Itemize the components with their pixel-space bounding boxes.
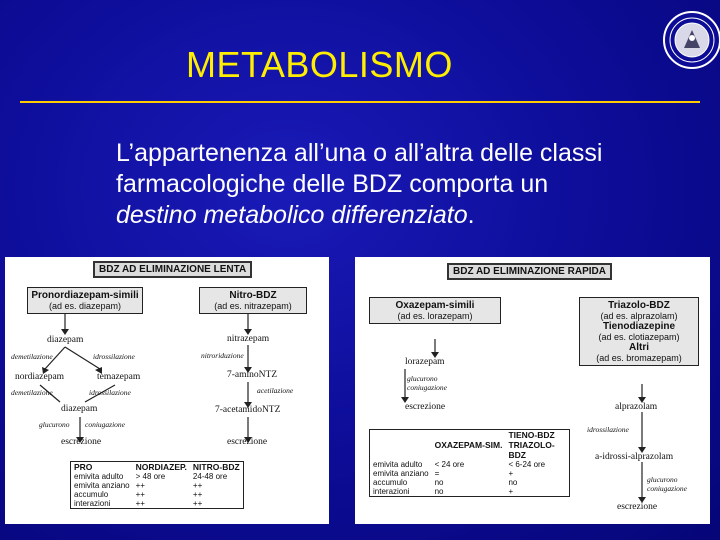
body-line-2: farmacologiche delle BDZ comporta un (116, 170, 549, 198)
title-underline (20, 101, 700, 103)
table-cell: interazioni (373, 487, 410, 496)
demetilazione-label: demetilazione (11, 352, 53, 361)
lorazepam-label: lorazepam (405, 357, 445, 367)
triazolo-line6: (ad es. bromazepam) (596, 353, 682, 363)
diazepam2-label: diazepam (61, 404, 98, 414)
idrossi-alprazolam-label: a-idrossi-alprazolam (595, 452, 674, 462)
coniugazione-label: coniugazione (85, 420, 125, 429)
nordiazepam-label: nordiazepam (15, 372, 65, 382)
escrezione2-label: escrezione (617, 502, 658, 512)
pronordiazepam-box (27, 287, 143, 314)
table-header: OXAZEPAM-SIM. (434, 440, 503, 450)
table-cell: < 6-24 ore (508, 460, 546, 469)
table-header-row (370, 430, 569, 460)
nitro-bdz-box (199, 287, 307, 314)
triazolo-line4: (ad es. clotiazepam) (598, 332, 680, 342)
table-cell: interazioni (74, 499, 111, 508)
table-row (71, 490, 243, 499)
table-row (370, 478, 569, 487)
table-cell: 24-48 ore (192, 472, 228, 481)
table-row (71, 472, 243, 481)
table-cell: no (434, 487, 444, 496)
amino-ntz-label: 7-aminoNTZ (227, 370, 278, 380)
escrezione2-label: escrezione (227, 437, 268, 447)
table-cell: emivita anziano (373, 469, 429, 478)
body-period: . (467, 201, 475, 229)
pronordiazepam-title: Pronordiazepam-simili (31, 290, 139, 301)
escrezione-label: escrezione (405, 402, 446, 412)
rapid-elimination-figure (355, 257, 710, 524)
table-cell: no (508, 478, 518, 487)
pronordiazepam-sub: (ad es. diazepam) (48, 301, 122, 311)
slow-elimination-table (70, 461, 244, 509)
alprazolam-label: alprazolam (615, 402, 658, 412)
table-cell: ++ (135, 499, 145, 508)
slide-title: METABOLISMO (186, 44, 453, 85)
acetamido-ntz-label: 7-acetamidoNTZ (215, 405, 281, 415)
triazolo-line1: Triazolo-BDZ (608, 300, 670, 311)
idrossilazione2-label: idrossilazione (89, 388, 131, 397)
body-line-3 (116, 200, 696, 231)
body-text (116, 138, 696, 231)
table-header-row (71, 462, 243, 472)
table-row (71, 499, 243, 508)
nitrazepam-label: nitrazepam (227, 334, 270, 344)
table-cell: accumulo (74, 490, 109, 499)
escrezione-label: escrezione (61, 437, 102, 447)
table-cell: emivita adulto (74, 472, 124, 481)
glucurono-label: glucurono (39, 420, 70, 429)
idrossilazione-label: idrossilazione (587, 425, 629, 434)
acetilazione-label: acetilazione (257, 386, 294, 395)
body-italic-text: destino metabolico differenziato (116, 201, 468, 229)
table-row (71, 481, 243, 490)
demetilazione2-label: demetilazione (11, 388, 53, 397)
table-cell: ++ (192, 499, 203, 508)
table-header: NITRO-BDZ (192, 462, 240, 472)
right-figure-header: BDZ AD ELIMINAZIONE RAPIDA (447, 263, 612, 280)
table-cell: = (434, 469, 440, 478)
temazepam-label: temazepam (97, 372, 141, 382)
table-header: NORDIAZEP. (135, 462, 187, 472)
oxazepam-box (369, 297, 501, 324)
idrossilazione-label: idrossilazione (93, 352, 135, 361)
table-header: TIENO-BDZ TRIAZOLO-BDZ (508, 430, 555, 460)
left-figure-header: BDZ AD ELIMINAZIONE LENTA (93, 261, 252, 278)
table-cell: < 24 ore (434, 460, 465, 469)
nitroriduzione-label: nitroriduzione (201, 351, 244, 360)
table-cell: ++ (192, 481, 203, 490)
coniugazione-label: coniugazione (407, 383, 447, 392)
table-row (370, 469, 569, 478)
rapid-elimination-table (369, 429, 570, 497)
oxazepam-title: Oxazepam-simili (395, 300, 475, 311)
table-cell: + (508, 487, 514, 496)
triazolo-line2: (ad es. alprazolam) (600, 311, 678, 321)
glucurono2-label: glucurono (647, 475, 678, 484)
table-cell: ++ (135, 481, 145, 490)
triazolo-line3: Tienodiazepine (602, 321, 676, 332)
triazolo-box (579, 297, 699, 366)
triazolo-line5: Altri (629, 342, 649, 353)
oxazepam-sub: (ad es. lorazepam) (397, 311, 473, 321)
table-cell: accumulo (373, 478, 408, 487)
university-seal-icon (660, 8, 720, 72)
table-cell: + (508, 469, 514, 478)
nitro-bdz-title: Nitro-BDZ (229, 290, 277, 301)
nitro-bdz-sub: (ad es. nitrazepam) (214, 301, 292, 311)
table-header: PRO (74, 462, 93, 472)
table-cell: ++ (192, 490, 203, 499)
diazepam-label: diazepam (47, 335, 84, 345)
table-row (370, 487, 569, 496)
table-row (370, 460, 569, 469)
slow-elimination-figure (5, 257, 329, 524)
table-cell: emivita anziano (74, 481, 130, 490)
table-cell: no (434, 478, 444, 487)
glucurono-label: glucurono (407, 374, 438, 383)
table-header (370, 430, 432, 460)
table-cell: > 48 ore (135, 472, 166, 481)
body-line-1: L’appartenenza all’una o all’altra delle classi (116, 139, 603, 167)
table-cell: ++ (135, 490, 145, 499)
coniugazione2-label: coniugazione (647, 484, 687, 493)
table-cell: emivita adulto (373, 460, 423, 469)
